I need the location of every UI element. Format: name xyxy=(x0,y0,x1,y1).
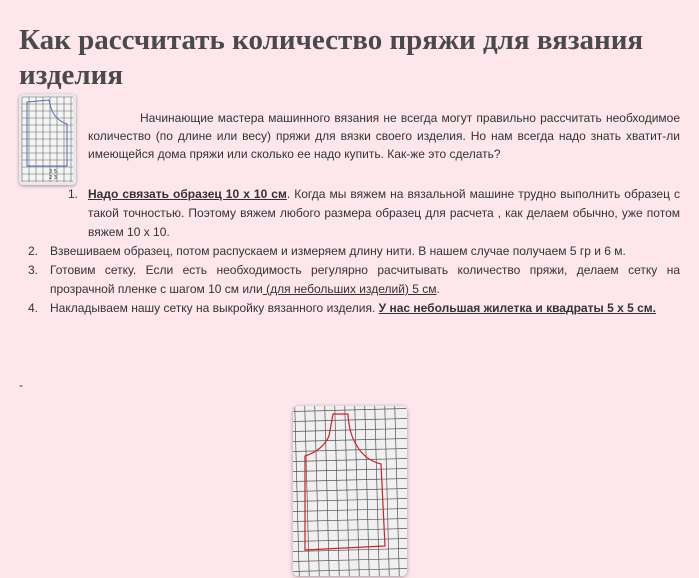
step-number: 2. xyxy=(28,244,39,258)
step-1-emphasis: Надо связать образец 10 х 10 см xyxy=(88,187,287,201)
step-1 xyxy=(28,185,680,242)
grid-pattern-thumbnail xyxy=(19,94,76,185)
step-3-tail: . xyxy=(436,282,440,296)
intro-text: Начинающие мастера машинного вязания не всегда могут правильно рассчитать необходимое количество (по длине или весу) пряжи для вязки своего изделия. Но нам всегда надо знать хватит-ли имеющейся дома пряжи или сколько ее надо купить. Как-же это сделать? xyxy=(88,111,680,161)
grid-thumbnail-image[interactable] xyxy=(19,94,76,185)
step-4 xyxy=(28,299,680,318)
step-number: 3. xyxy=(28,263,39,277)
thumbnail-label-2: 2 3 xyxy=(49,175,57,181)
vest-pattern-grid-image xyxy=(293,406,407,576)
separator-dash: - xyxy=(19,378,23,392)
step-2 xyxy=(28,242,680,261)
step-3-underlined: (для небольших изделий) 5 см xyxy=(262,282,437,296)
intro-paragraph xyxy=(88,109,680,163)
vest-pattern-photo[interactable] xyxy=(293,406,407,576)
step-number: 1. xyxy=(68,187,79,201)
step-number: 4. xyxy=(28,301,39,315)
step-3 xyxy=(28,261,680,299)
step-4-emphasis: У нас небольшая жилетка и квадраты 5 х 5 см. xyxy=(378,301,656,315)
step-1-text: . Когда мы вяжем на вязальной машине трудно выполнить образец с такой точностью. Поэтому вяжем любого размера образец для расчета , как делаем обычно, уже потом вяжем 10 х 10. xyxy=(88,187,681,239)
article-title: Как рассчитать количество пряжи для вязания изделия xyxy=(19,24,644,92)
step-3-text: Готовим сетку. Если есть необходимость регулярно расчитывать количество пряжи, делаем сетку на прозрачной пленке с шагом 10 см или xyxy=(50,263,680,296)
steps-list xyxy=(28,185,680,318)
step-2-text: Взвешиваем образец, потом распускаем и измеряем длину нити. В нашем случае получаем 5 гр и 6 м. xyxy=(50,244,626,258)
thumbnail-label-1: 3 5 xyxy=(49,169,57,175)
step-4-text: Накладываем нашу сетку на выкройку вязанного изделия. xyxy=(50,301,379,315)
